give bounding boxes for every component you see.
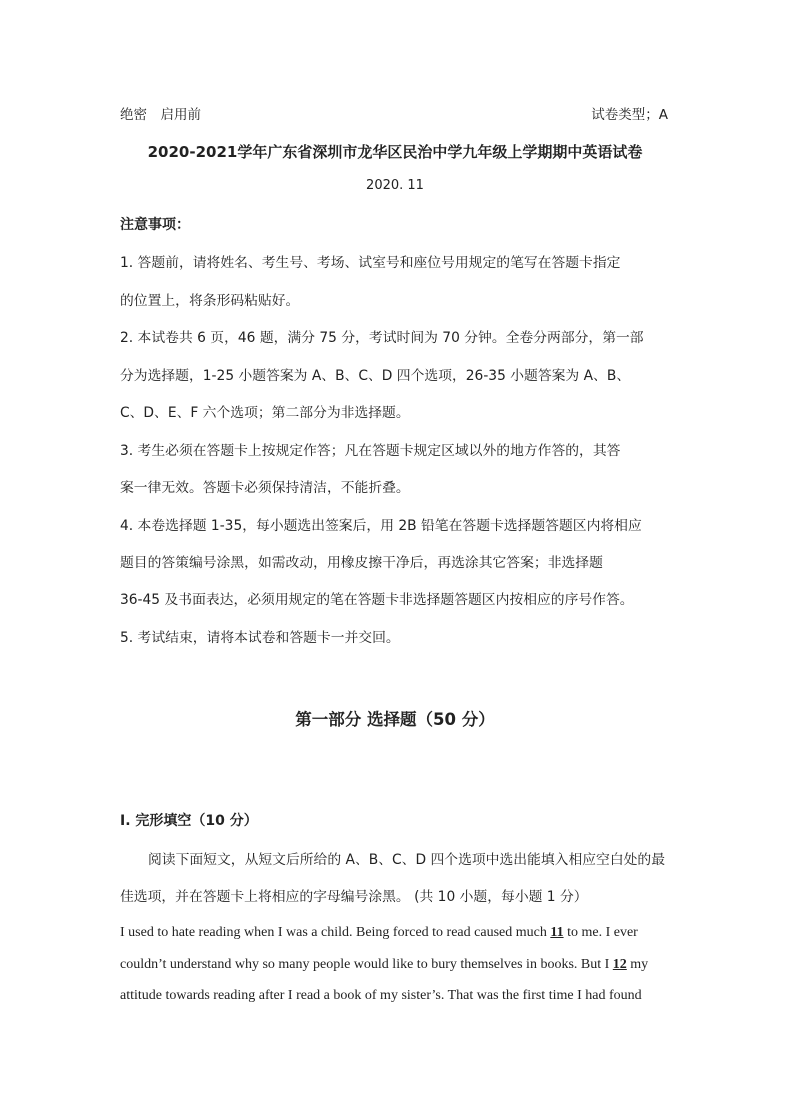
exam-title: 2020-2021学年广东省深圳市龙华区民治中学九年级上学期期中英语试卷 <box>147 143 643 161</box>
passage-text: couldn’t understand why so many people would like to bury themselves in books. But I <box>120 957 613 972</box>
section-heading: I. 完形填空（10 分） <box>120 813 258 829</box>
passage-text: my <box>626 957 649 972</box>
part-one-heading: 第一部分 选择题（50 分） <box>295 710 495 729</box>
passage-line: attitude towards reading after I read a book of my sister’s. That was the first time I had found <box>120 988 642 1003</box>
passage-line <box>120 957 648 973</box>
paper-type-label: 试卷类型；A <box>591 107 668 123</box>
notes-line: 5. 考试结束，请将本试卷和答题卡一并交回。 <box>120 630 400 646</box>
notes-line: 分为选择题，1-25 小题答案为 A、B、C、D 四个选项，26-35 小题答案为 A、B、 <box>120 368 631 384</box>
notes-line: 3. 考生必须在答题卡上按规定作答；凡在答题卡规定区域以外的地方作答的，其答 <box>120 443 621 459</box>
passage-text: I used to hate reading when I was a child. Being forced to read caused much <box>120 925 551 940</box>
confidential-label: 绝密 启用前 <box>120 107 201 123</box>
notes-line: 的位置上，将条形码粘贴好。 <box>120 293 300 309</box>
notes-line: 1. 答题前，请将姓名、考生号、考场、试室号和座位号用规定的笔写在答题卡指定 <box>120 255 621 271</box>
notes-line: 题目的答策编号涂黑，如需改动，用橡皮擦干净后，再选涂其它答案；非选择题 <box>120 555 603 571</box>
notes-line: 4. 本卷选择题 1-35，每小题选出签案后，用 2B 铅笔在答题卡选择题答题区内将相应 <box>120 518 642 534</box>
passage-text: to me. I ever <box>563 925 638 940</box>
notes-line: 案一律无效。答题卡必须保持清洁，不能折叠。 <box>120 480 410 496</box>
notes-line: 36-45 及书面表达，必须用规定的笔在答题卡非选择题答题区内按相应的序号作答。 <box>120 592 634 608</box>
instruction-line: 阅读下面短文，从短文后所给的 A、B、C、D 四个选项中选出能填入相应空白处的最 <box>148 852 666 868</box>
notes-heading: 注意事项： <box>120 217 190 233</box>
instruction-line: 佳选项，并在答题卡上将相应的字母编号涂黑。 (共 10 小题，每小题 1 分） <box>120 889 588 905</box>
exam-date: 2020. 11 <box>366 178 424 193</box>
blank-12: 12 <box>612 957 627 972</box>
passage-line <box>120 925 638 941</box>
blank-11: 11 <box>550 925 564 940</box>
notes-line: C、D、E、F 六个选项；第二部分为非选择题。 <box>120 405 410 421</box>
notes-line: 2. 本试卷共 6 页，46 题，满分 75 分，考试时间为 70 分钟。全卷分两部分，第一部 <box>120 330 644 346</box>
